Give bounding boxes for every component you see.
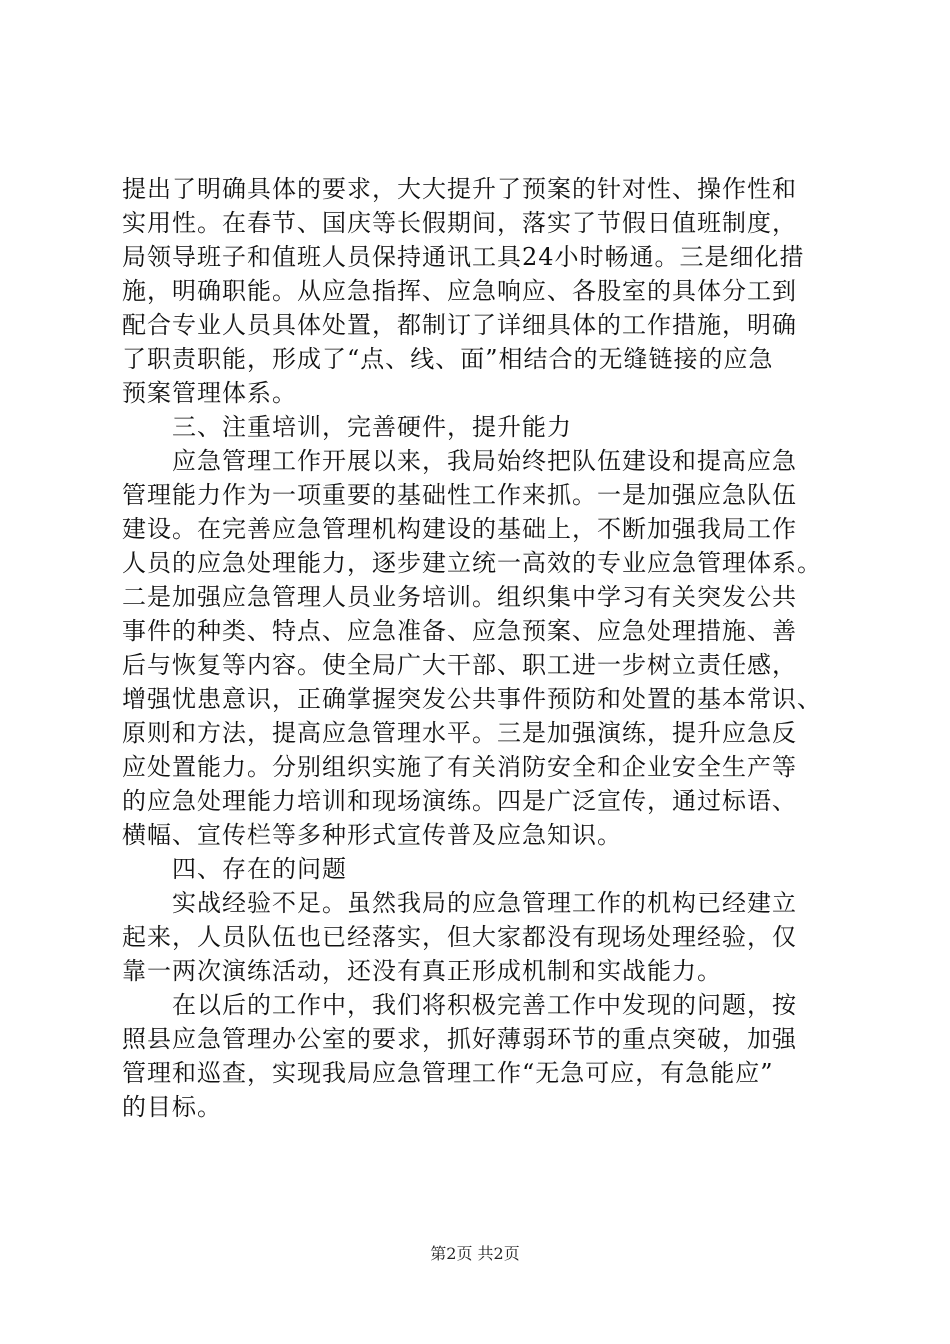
- body-line: 管理和巡查，实现我局应急管理工作“无急可应，有急能应”: [122, 1059, 774, 1087]
- body-line: 后与恢复等内容。使全局广大干部、职工进一步树立责任感，: [122, 651, 797, 679]
- body-line: 事件的种类、特点、应急准备、应急预案、应急处理措施、善: [122, 617, 797, 645]
- body-line: 起来，人员队伍也已经落实，但大家都没有现场处理经验，仅: [122, 923, 797, 951]
- body-line: 靠一两次演练活动，还没有真正形成机制和实战能力。: [122, 957, 722, 985]
- body-line: 了职责职能，形成了“点、线、面”相结合的无缝链接的应急: [122, 345, 774, 373]
- body-line: 管理能力作为一项重要的基础性工作来抓。一是加强应急队伍: [122, 481, 797, 509]
- page-number-footer: 第2页 共2页: [430, 1244, 520, 1263]
- section-heading: 四、存在的问题: [172, 855, 347, 883]
- body-line: 局领导班子和值班人员保持通讯工具24小时畅通。三是细化措: [122, 243, 805, 271]
- body-line: 预案管理体系。: [122, 379, 297, 407]
- body-line: 原则和方法，提高应急管理水平。三是加强演练，提升应急反: [122, 719, 797, 747]
- body-line: 横幅、宣传栏等多种形式宣传普及应急知识。: [122, 821, 622, 849]
- body-line: 的目标。: [122, 1093, 222, 1121]
- document-body: [122, 172, 832, 1124]
- section-heading: 三、注重培训，完善硬件，提升能力: [172, 413, 572, 441]
- body-line: 二是加强应急管理人员业务培训。组织集中学习有关突发公共: [122, 583, 797, 611]
- body-line: 建设。在完善应急管理机构建设的基础上，不断加强我局工作: [122, 515, 797, 543]
- body-line: 照县应急管理办公室的要求，抓好薄弱环节的重点突破，加强: [122, 1025, 797, 1053]
- body-line: 施，明确职能。从应急指挥、应急响应、各股室的具体分工到: [122, 277, 797, 305]
- body-line: 的应急处理能力培训和现场演练。四是广泛宣传，通过标语、: [122, 787, 797, 815]
- body-line: 实用性。在春节、国庆等长假期间，落实了节假日值班制度，: [122, 209, 797, 237]
- body-line: 配合专业人员具体处置，都制订了详细具体的工作措施，明确: [122, 311, 797, 339]
- paragraph-start-line: 应急管理工作开展以来，我局始终把队伍建设和提高应急: [172, 447, 797, 475]
- body-line: 人员的应急处理能力，逐步建立统一高效的专业应急管理体系。: [122, 549, 822, 577]
- body-line: 增强忧患意识，正确掌握突发公共事件预防和处置的基本常识、: [122, 685, 822, 713]
- body-line: 应处置能力。分别组织实施了有关消防安全和企业安全生产等: [122, 753, 797, 781]
- paragraph-start-line: 在以后的工作中，我们将积极完善工作中发现的问题，按: [172, 991, 797, 1019]
- paragraph-start-line: 实战经验不足。虽然我局的应急管理工作的机构已经建立: [172, 889, 797, 917]
- body-line: 提出了明确具体的要求，大大提升了预案的针对性、操作性和: [122, 175, 797, 203]
